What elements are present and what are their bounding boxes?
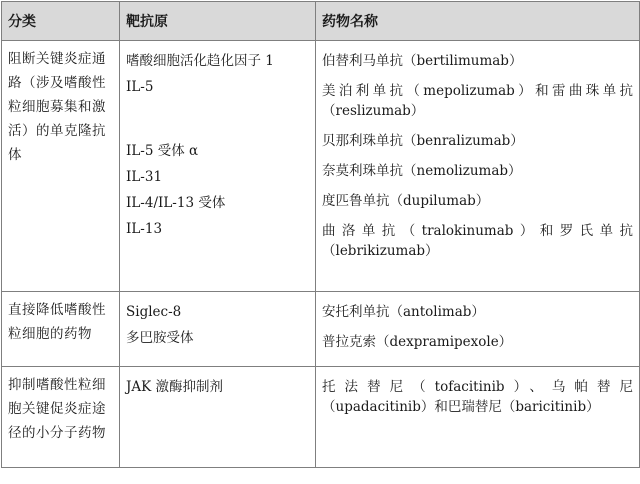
drug-cell <box>316 292 640 367</box>
drug-item: 度匹鲁单抗（dupilumab） <box>322 193 490 209</box>
target-cell <box>120 292 316 367</box>
drug-item: 伯替利马单抗（bertilimumab） <box>322 53 523 69</box>
target-item: 多巴胺受体 <box>126 330 194 346</box>
target-item: Siglec-8 <box>126 304 182 320</box>
category-cell <box>2 367 120 468</box>
drug-item: 曲洛单抗（tralokinumab）和罗氏单抗（lebrikizumab） <box>322 223 633 259</box>
target-item: IL-4/IL-13 受体 <box>126 195 226 211</box>
drug-item: 托法替尼（tofacitinib）、乌帕替尼（upadacitinib）和巴瑞替尼（baricitinib） <box>322 379 633 415</box>
table-row <box>2 292 640 367</box>
drug-cell <box>316 367 640 468</box>
drug-item: 贝那利珠单抗（benralizumab） <box>322 133 524 149</box>
category-text: 阻断关键炎症通路（涉及嗜酸性粒细胞募集和激活）的单克隆抗体 <box>8 51 106 163</box>
drug-item: 安托利单抗（antolimab） <box>322 304 485 320</box>
header-category: 分类 <box>2 2 120 41</box>
header-target: 靶抗原 <box>120 2 316 41</box>
target-item: IL-13 <box>126 221 163 237</box>
category-cell <box>2 41 120 292</box>
table-row <box>2 41 640 292</box>
drug-item: 美泊利单抗（mepolizumab）和雷曲珠单抗（reslizumab） <box>322 83 633 119</box>
header-row <box>2 2 640 41</box>
category-text: 直接降低嗜酸性粒细胞的药物 <box>8 302 106 342</box>
drug-item: 奈莫利珠单抗（nemolizumab） <box>322 163 522 179</box>
target-item: IL-5 受体 α <box>126 143 199 159</box>
target-item: 嗜酸细胞活化趋化因子 1 <box>126 53 274 69</box>
target-item: JAK 激酶抑制剂 <box>126 379 224 395</box>
drug-cell <box>316 41 640 292</box>
drug-table <box>1 1 640 468</box>
target-item: IL-31 <box>126 169 163 185</box>
target-cell <box>120 41 316 292</box>
target-cell <box>120 367 316 468</box>
category-text: 抑制嗜酸性粒细胞关键促炎症途径的小分子药物 <box>8 377 106 441</box>
table-row <box>2 367 640 468</box>
category-cell <box>2 292 120 367</box>
target-item: IL-5 <box>126 79 154 95</box>
header-drug: 药物名称 <box>316 2 640 41</box>
drug-item: 普拉克索（dexpramipexole） <box>322 334 513 350</box>
